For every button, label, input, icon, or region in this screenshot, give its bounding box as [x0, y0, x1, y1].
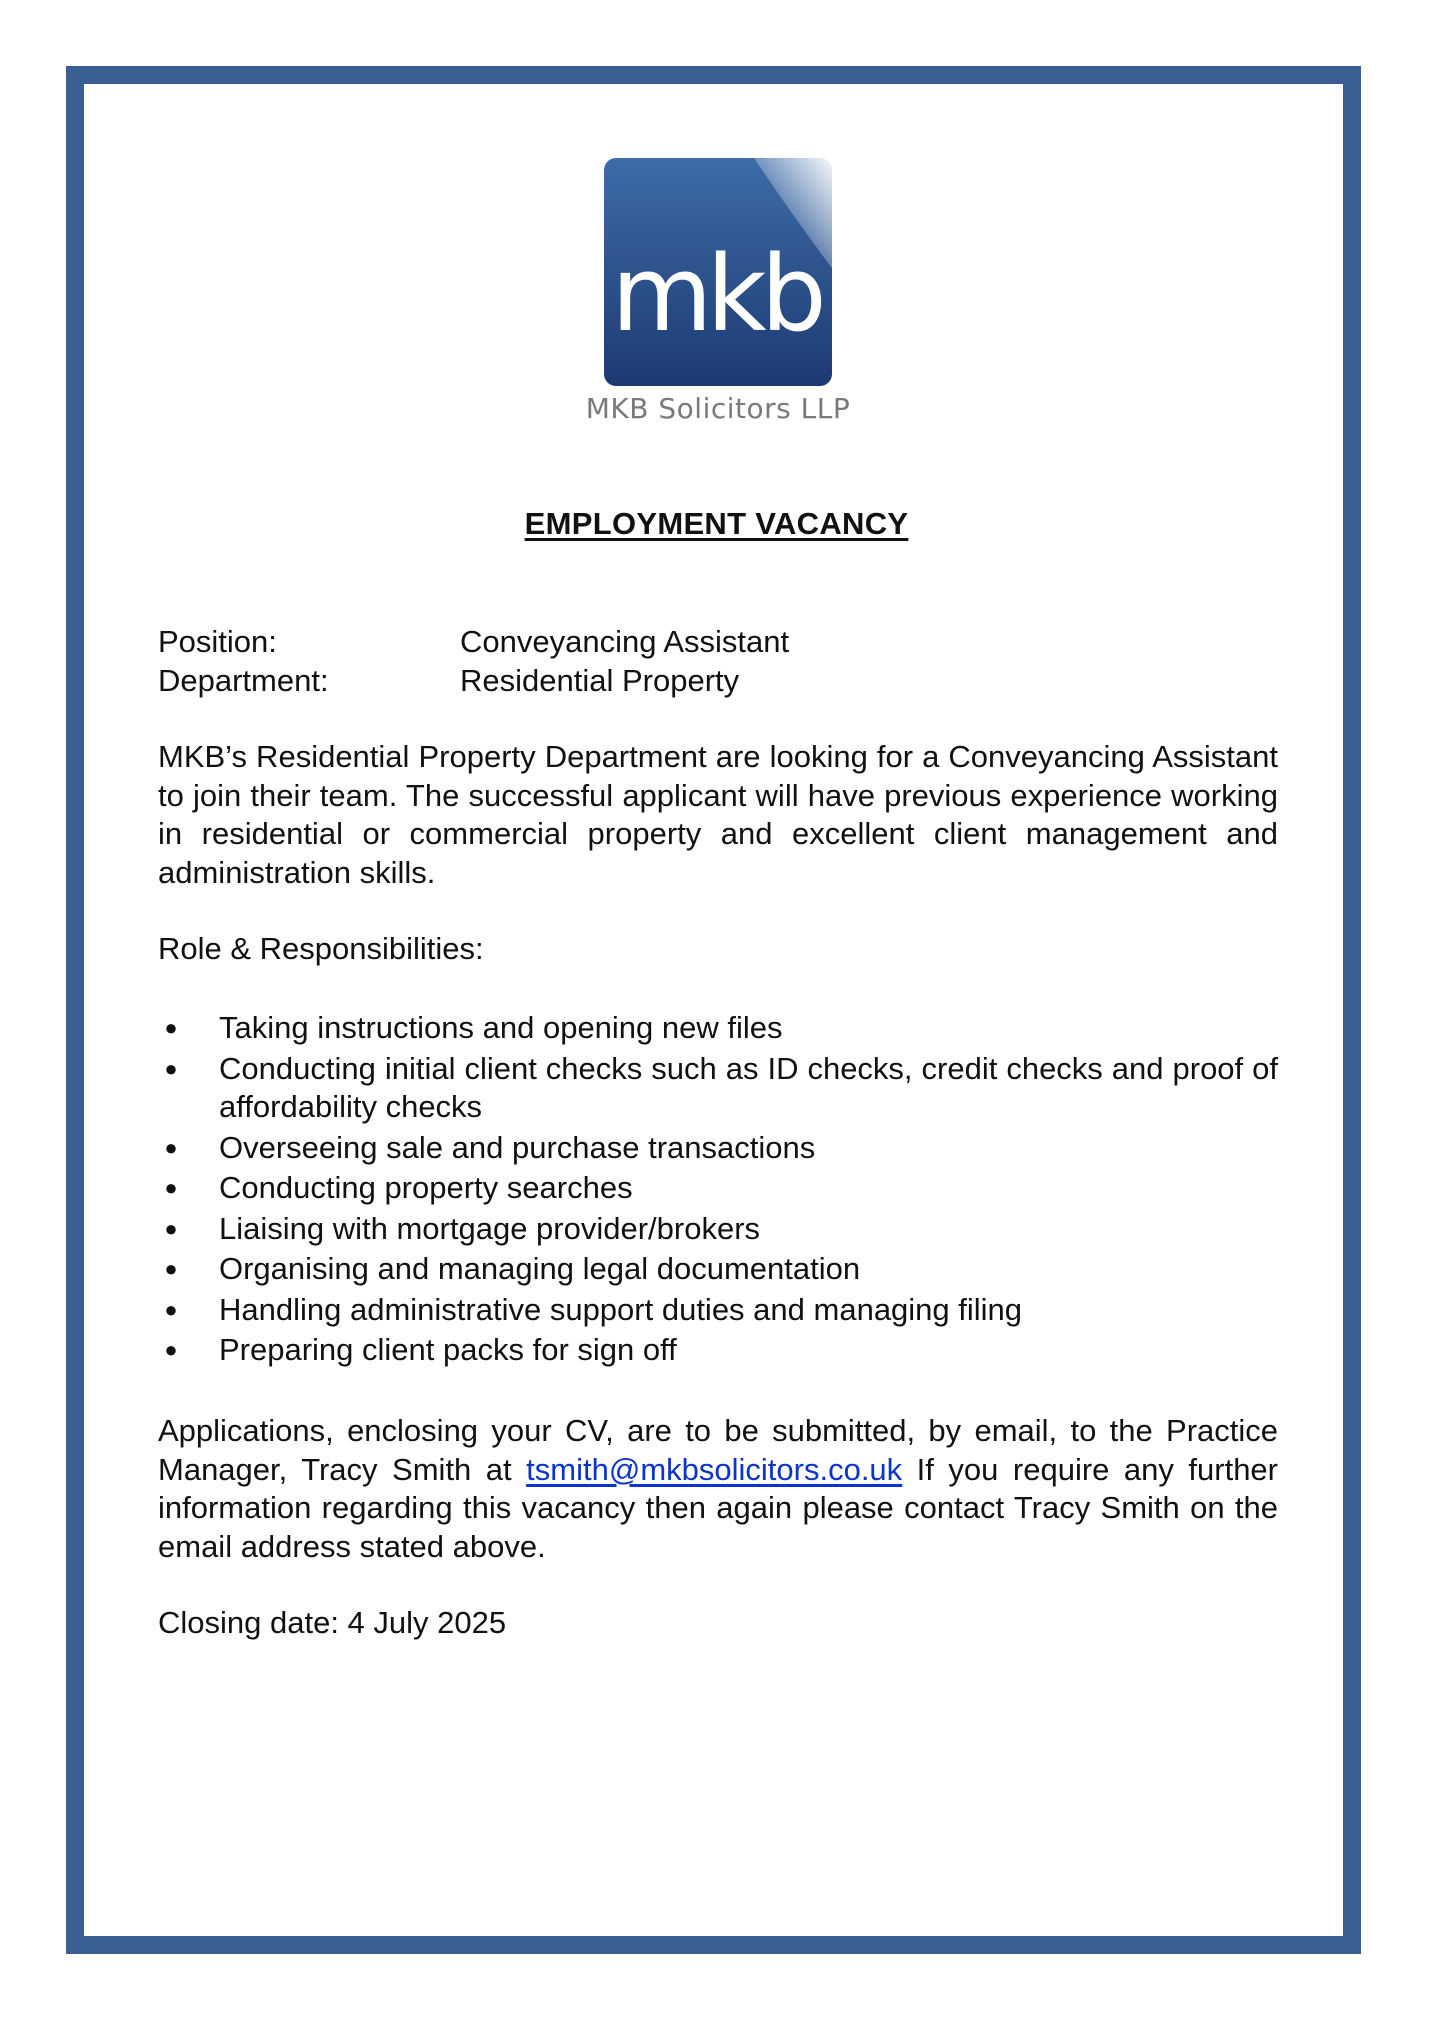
department-label: Department:	[158, 662, 329, 698]
list-item-text: Conducting initial client checks such as ID checks, credit checks and proof of affordability checks	[219, 1050, 1278, 1124]
responsibilities-list	[158, 1009, 1278, 1372]
list-item	[158, 1250, 1278, 1289]
bullet-icon: ●	[164, 1296, 178, 1322]
bullet-icon: ●	[164, 1175, 178, 1200]
bullet-icon: ●	[164, 1015, 178, 1040]
list-item	[158, 1129, 1278, 1168]
list-item	[158, 1331, 1278, 1370]
list-item-text: Handling administrative support duties and managing filing	[219, 1291, 1023, 1327]
application-paragraph	[158, 1412, 1278, 1566]
department-value: Residential Property	[460, 662, 740, 698]
bullet-icon: ●	[164, 1215, 178, 1241]
list-item	[158, 1169, 1278, 1208]
list-item	[158, 1009, 1278, 1048]
closing-date: Closing date: 4 July 2025	[158, 1605, 507, 1640]
list-item-text: Overseeing sale and purchase transactions	[219, 1129, 816, 1165]
application-text: Applications, enclosing your CV, are to be submitted, by email, to the Practice Manager, Tracy Smith at	[158, 1413, 1278, 1487]
vacancy-details	[158, 623, 1278, 700]
list-item-text: Conducting property searches	[219, 1170, 633, 1205]
position-label: Position:	[158, 624, 277, 659]
page-title: EMPLOYMENT VACANCY	[524, 506, 909, 541]
intro-paragraph: MKB’s Residential Property Department are looking for a Conveyancing Assistant to join their team. The successful applicant will have previous experience working in residential or commercial property and excellent client management and administration skills.	[158, 739, 1278, 890]
list-item	[158, 1291, 1278, 1330]
bullet-icon: ●	[164, 1337, 178, 1362]
bullet-icon: ●	[164, 1055, 178, 1081]
email-link[interactable]: tsmith@mkbsolicitors.co.uk	[526, 1451, 903, 1487]
department-row	[158, 662, 1278, 701]
list-item	[158, 1210, 1278, 1249]
mkb-logo	[604, 158, 832, 386]
position-value: Conveyancing Assistant	[460, 624, 790, 659]
list-item-text: Preparing client packs for sign off	[219, 1332, 677, 1367]
responsibilities-heading: Role & Responsibilities:	[158, 931, 484, 966]
list-item	[158, 1050, 1278, 1127]
logo-caption: MKB Solicitors LLP	[585, 392, 851, 425]
bullet-icon: ●	[164, 1256, 178, 1281]
application-text-continued: If you require any further information regarding this vacancy then again please contact Tracy Smith on the email address stated above.	[158, 1451, 1278, 1564]
bullet-icon: ●	[164, 1134, 178, 1160]
position-row	[158, 623, 1278, 662]
list-item-text: Liaising with mortgage provider/brokers	[219, 1210, 761, 1246]
logo-wordmark: mkb	[611, 233, 821, 355]
list-item-text: Taking instructions and opening new files	[219, 1010, 783, 1045]
list-item-text: Organising and managing legal documentation	[219, 1251, 861, 1286]
